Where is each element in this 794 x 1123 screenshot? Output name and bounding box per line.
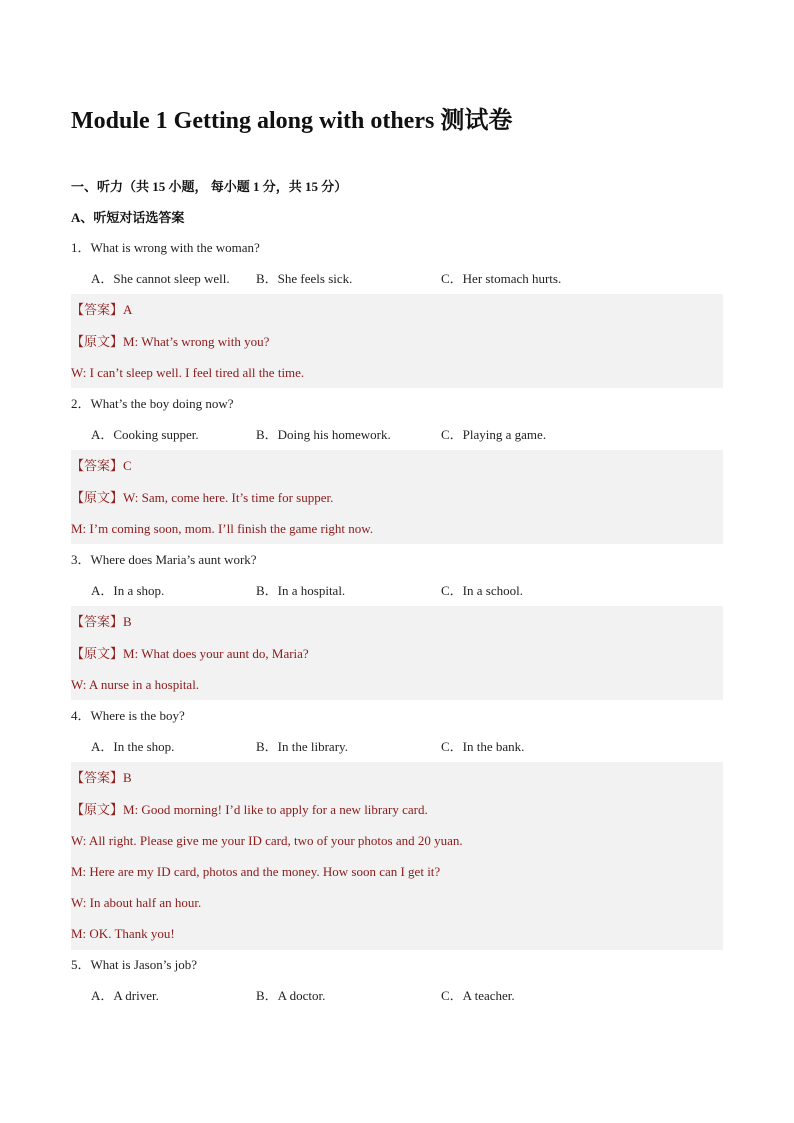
answer-value: A <box>123 302 133 318</box>
page-title: Module 1 Getting along with others 测试卷 <box>71 108 513 134</box>
answer-line <box>71 606 723 637</box>
option-a: A．In the shop. <box>91 739 175 755</box>
answer-line <box>71 294 723 325</box>
option-c: C．A teacher. <box>441 988 515 1004</box>
question-options <box>71 731 723 762</box>
answer-value: B <box>123 770 132 786</box>
script-tag: 【原文】 <box>71 801 124 817</box>
question-3 <box>71 544 723 700</box>
script-tag: 【原文】 <box>71 645 124 661</box>
question-4 <box>71 700 723 950</box>
option-c: C．In a school. <box>441 583 523 599</box>
option-b: B．In the library. <box>256 739 348 755</box>
script-tag: 【原文】 <box>71 333 124 349</box>
answer-tag: 【答案】 <box>71 458 124 474</box>
script-line: M: Here are my ID card, photos and the money. How soon can I get it? <box>71 863 441 879</box>
question-5 <box>71 949 723 1011</box>
question-text: 4．Where is the boy? <box>71 708 185 723</box>
section-heading: 一、听力（共 15 小题， 每小题 1 分，共 15 分） <box>71 179 348 194</box>
question-text: 5．What is Jason’s job? <box>71 957 198 972</box>
option-a: A．She cannot sleep well. <box>91 271 230 287</box>
script-line <box>71 638 723 669</box>
option-b: B．A doctor. <box>256 988 326 1004</box>
script-line: W: I can’t sleep well. I feel tired all the time. <box>71 364 305 380</box>
answer-box <box>71 762 723 949</box>
answer-value: B <box>123 614 132 630</box>
question-options <box>71 575 723 606</box>
option-c: C．Her stomach hurts. <box>441 271 562 287</box>
option-a: A．In a shop. <box>91 583 165 599</box>
script-line <box>71 794 723 825</box>
answer-box <box>71 606 723 700</box>
option-b: B．In a hospital. <box>256 583 346 599</box>
question-options <box>71 263 723 294</box>
question-text: 2．What’s the boy doing now? <box>71 396 234 411</box>
script-text: M: What does your aunt do, Maria? <box>123 645 309 661</box>
question-2 <box>71 388 723 544</box>
option-b: B．Doing his homework. <box>256 427 391 443</box>
answer-line <box>71 762 723 793</box>
answer-line <box>71 450 723 481</box>
script-text: W: Sam, come here. It’s time for supper. <box>123 489 334 505</box>
script-line <box>71 326 723 357</box>
question-text: 1．What is wrong with the woman? <box>71 240 260 255</box>
script-line: M: I’m coming soon, mom. I’ll finish the game right now. <box>71 520 374 536</box>
option-a: A．Cooking supper. <box>91 427 199 443</box>
answer-tag: 【答案】 <box>71 614 124 630</box>
question-options <box>71 980 723 1011</box>
script-text: M: Good morning! I’d like to apply for a new library card. <box>123 801 428 817</box>
script-tag: 【原文】 <box>71 489 124 505</box>
script-line: W: All right. Please give me your ID card, two of your photos and 20 yuan. <box>71 832 463 848</box>
script-line: W: A nurse in a hospital. <box>71 676 200 692</box>
answer-tag: 【答案】 <box>71 302 124 318</box>
option-b: B．She feels sick. <box>256 271 353 287</box>
script-line: W: In about half an hour. <box>71 895 202 911</box>
option-a: A．A driver. <box>91 988 159 1004</box>
question-text: 3．Where does Maria’s aunt work? <box>71 552 257 567</box>
answer-value: C <box>123 458 132 474</box>
script-line: M: OK. Thank you! <box>71 926 175 942</box>
answer-tag: 【答案】 <box>71 770 124 786</box>
answer-box <box>71 450 723 544</box>
option-c: C．Playing a game. <box>441 427 547 443</box>
question-1 <box>71 232 723 388</box>
subsection-heading: A、听短对话选答案 <box>71 210 185 225</box>
question-options <box>71 419 723 450</box>
script-text: M: What’s wrong with you? <box>123 333 270 349</box>
option-c: C．In the bank. <box>441 739 525 755</box>
script-line <box>71 482 723 513</box>
answer-box <box>71 294 723 388</box>
